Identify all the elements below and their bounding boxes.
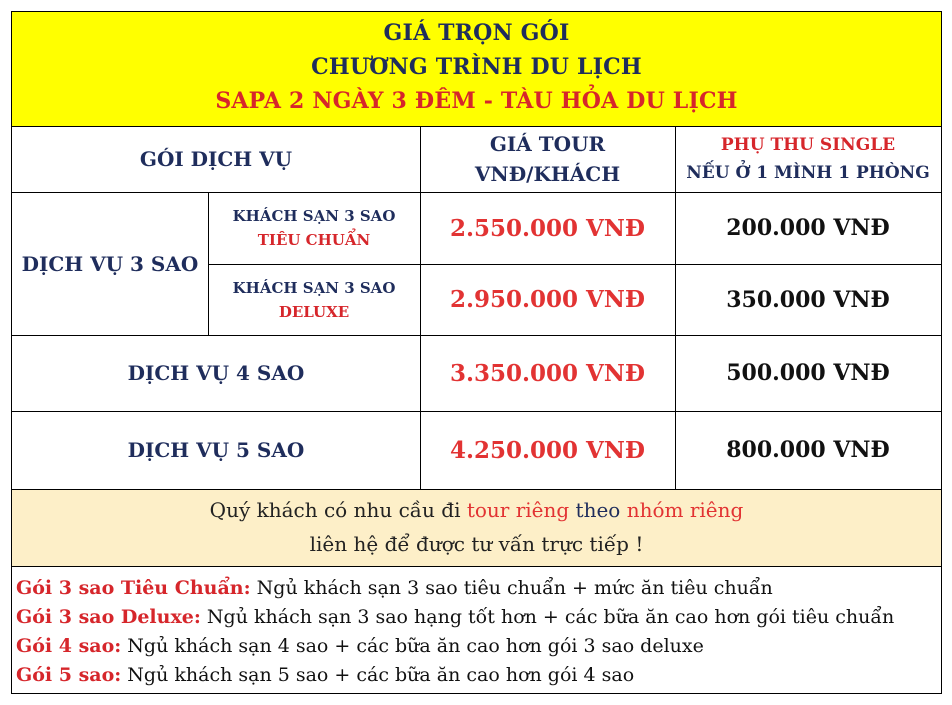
footnote-label: Gói 3 sao Deluxe: [16,606,201,628]
header-surcharge-line2: NẾU Ở 1 MÌNH 1 PHÒNG [686,163,930,183]
header-price [420,126,675,192]
price-5-star: 4.250.000 VNĐ [449,436,646,464]
tier-label: DELUXE [278,302,350,321]
footnote-text: Ngủ khách sạn 5 sao + các bữa ăn cao hơn gói 4 sao [121,664,635,686]
header-service: GÓI DỊCH VỤ [139,147,293,171]
surcharge-4-star: 500.000 VNĐ [726,360,890,386]
header-price-line2: VNĐ/KHÁCH [474,162,621,186]
service-4-star: DỊCH VỤ 4 SAO [127,361,305,385]
header-surcharge [675,126,941,192]
note-highlight: nhóm riêng [626,498,744,522]
footnote-5-star [16,664,634,686]
surcharge-5-star: 800.000 VNĐ [726,437,890,463]
footnote-text: Ngủ khách sạn 3 sao hạng tốt hơn + các bữa ăn cao hơn gói tiêu chuẩn [200,606,895,628]
footnote-label: Gói 4 sao: [16,635,122,657]
footnote-text: Ngủ khách sạn 4 sao + các bữa ăn cao hơn gói 3 sao deluxe [121,635,704,657]
title-line-2: CHƯƠNG TRÌNH DU LỊCH [311,54,642,80]
hotel-label: KHÁCH SẠN 3 SAO [232,278,396,297]
hotel-label: KHÁCH SẠN 3 SAO [232,207,396,225]
title-line-3: SAPA 2 NGÀY 3 ĐÊM - TÀU HỎA DU LỊCH [215,88,738,114]
surcharge-3-star-deluxe: 350.000 VNĐ [726,286,890,313]
title-banner [12,12,941,127]
footnote-3-star-standard [16,577,773,599]
price-4-star: 3.350.000 VNĐ [449,359,646,387]
service-5-star: DỊCH VỤ 5 SAO [127,438,305,462]
note-line-2: liên hệ để được tư vấn trực tiếp ! [309,532,644,556]
footnote-label: Gói 5 sao: [16,664,122,686]
note-highlight: tour riêng [466,498,570,522]
note-line-1 [12,498,941,522]
footnote-4-star [16,635,704,657]
private-tour-note [12,489,941,567]
footnote-3-star-deluxe [16,606,894,628]
note-text: Quý khách có nhu cầu đi [209,498,467,522]
hotel-3-star-deluxe [208,264,420,335]
note-text: theo [569,498,627,522]
header-surcharge-line1: PHỤ THU SINGLE [720,135,896,155]
price-3-star-standard: 2.550.000 VNĐ [449,214,646,242]
header-price-line1: GIÁ TOUR [489,132,606,156]
service-3-star: DỊCH VỤ 3 SAO [21,251,199,276]
footnote-label: Gói 3 sao Tiêu Chuẩn: [16,577,251,599]
price-3-star-deluxe: 2.950.000 VNĐ [449,286,646,313]
hotel-3-star-standard [208,192,420,264]
tier-label: TIÊU CHUẨN [257,231,371,249]
surcharge-3-star-standard: 200.000 VNĐ [726,215,890,241]
footnote-text: Ngủ khách sạn 3 sao tiêu chuẩn + mức ăn tiêu chuẩn [250,577,773,599]
title-line-1: GIÁ TRỌN GÓI [383,20,570,46]
price-table [11,11,942,694]
